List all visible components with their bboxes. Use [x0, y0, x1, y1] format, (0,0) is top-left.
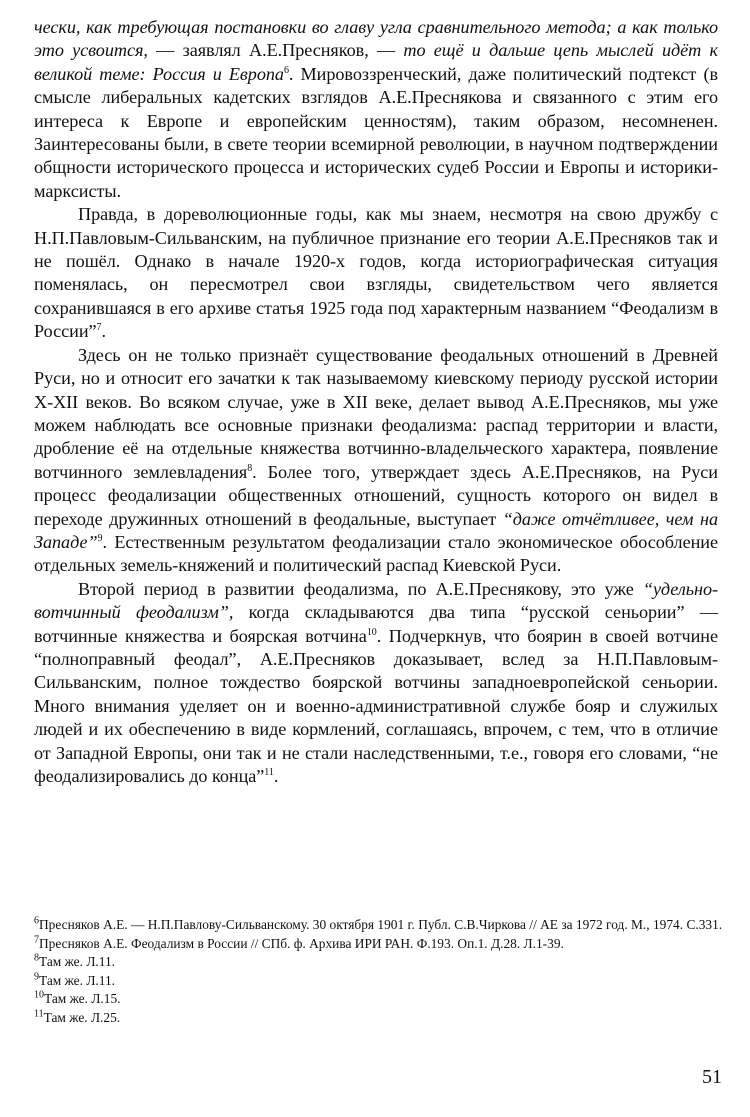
footnote-ref[interactable]: 11	[264, 766, 274, 778]
quote-italic: “даже отчётливее, чем на Западе”	[34, 508, 718, 552]
main-text	[34, 16, 718, 788]
footnote: $^6$Пресняков А.Е. — Н.П.Павлову-Сильванскому. 30 октября 1901 г. Публ. С.В.Чиркова // АЕ за 1972 год. М., 1974. С.331.	[34, 915, 723, 932]
quote-italic: чески, как требующая постановки во главу угла сравнительного метода; а как только это усвоится,	[34, 17, 718, 61]
paragraph-2: Правда, в дореволюционные годы, как мы знаем, несмотря на свою дружбу с Н.П.Павловым-Сильванским, на публичное признание его теории А.Е.Пресняков так и не пошёл. Однако в начале 1920-х годов, когда историографическая ситуация поменялась, он пересмотрел свои взгляды, свидетельством чего является сохранившаяся в его архиве статья 1925 года под характерным названием “Феодализм в России”$^7$.	[34, 204, 718, 342]
quote-italic: “удельно-вотчинный феодализм”,	[34, 578, 718, 623]
footnote: $^{10}$Там же. Л.15.	[34, 989, 121, 1007]
page-number: 51	[702, 1066, 722, 1088]
footnote-ref[interactable]: 7	[96, 322, 102, 334]
footnote-ref[interactable]: 8	[247, 462, 253, 474]
paragraph-3: Здесь он не только признаёт существование феодальных отношений в Древней Руси, но и относит его зачатки к так называемому киевскому периоду русской истории X-XII веков. Во всяком случае, уже в XII веке, делает вывод А.Е.Пресняков, мы уже можем наблюдать все основные признаки феодализма: распад территории и власти, дробление её на отдельные княжества вотчинно-владельческого характера, появление вотчинного землевладения$^8$. Более того, утверждает здесь А.Е.Пресняков, на Руси процесс феодализации общественных отношений, сущность которого он видел в переходе дружинных отношений в феодальные, выступает “даже отчётливее, чем на Западе”$^9$. Естественным результатом феодализации стало экономическое обособление отдельных земель-княжений и политический распад Киевской Руси.	[34, 344, 718, 576]
footnote: $^9$Там же. Л.11.	[34, 971, 115, 988]
quote-italic: то ещё и дальше цепь мыслей идёт к великой теме: Россия и Европа	[34, 40, 718, 84]
footnote-ref[interactable]: 10	[366, 626, 377, 638]
footnote-ref[interactable]: 9	[97, 532, 103, 544]
footnote: $^{11}$Там же. Л.25.	[34, 1008, 121, 1025]
footnotes	[34, 916, 724, 1028]
footnote: $^8$Там же. Л.11.	[34, 952, 115, 970]
paragraph-1: чески, как требующая постановки во главу угла сравнительного метода; а как только это усвоится, — заявлял А.Е.Пресняков, — то ещё и дальше цепь мыслей идёт к великой теме: Россия и Европа$^6$. Мировоззренческий, даже политический подтекст (в смысле либеральных кадетских взглядов А.Е.Преснякова и связанного с этим его интереса к Европе и европейским ценностям), таким образом, несомненен. Заинтересованы были, в свете теории всемирной революции, в научном подтверждении общности исторического процесса и исторических судеб России и Европы и историки-марксисты.	[34, 17, 718, 201]
footnote-ref[interactable]: 6	[283, 64, 289, 76]
paragraph-4: Второй период в развитии феодализма, по А.Е.Преснякову, это уже “удельно-вотчинный феодализм”, когда складываются два типа “русской сеньории” — вотчинные княжества и боярская вотчина$^{10}$. Подчеркнув, что боярин в своей вотчине “полноправный феодал”, А.Е.Пресняков доказывает, вслед за Н.П.Павловым-Сильванским, полное тождество боярской вотчины западноевропейской сеньории. Много внимания уделяет он и военно-административной службе бояр и служилых людей и их обеспечению в виде кормлений, соглашаясь, впрочем, с тем, что в отличие от Западной Европы, они так и не стали наследственными, т.е., говоря его словами, “не феодализировались до конца”$^{11}$.	[34, 578, 719, 786]
footnote: $^7$Пресняков А.Е. Феодализм в России // СПб. ф. Архива ИРИ РАН. Ф.193. Оп.1. Д.28. Л.1-39.	[34, 934, 564, 951]
